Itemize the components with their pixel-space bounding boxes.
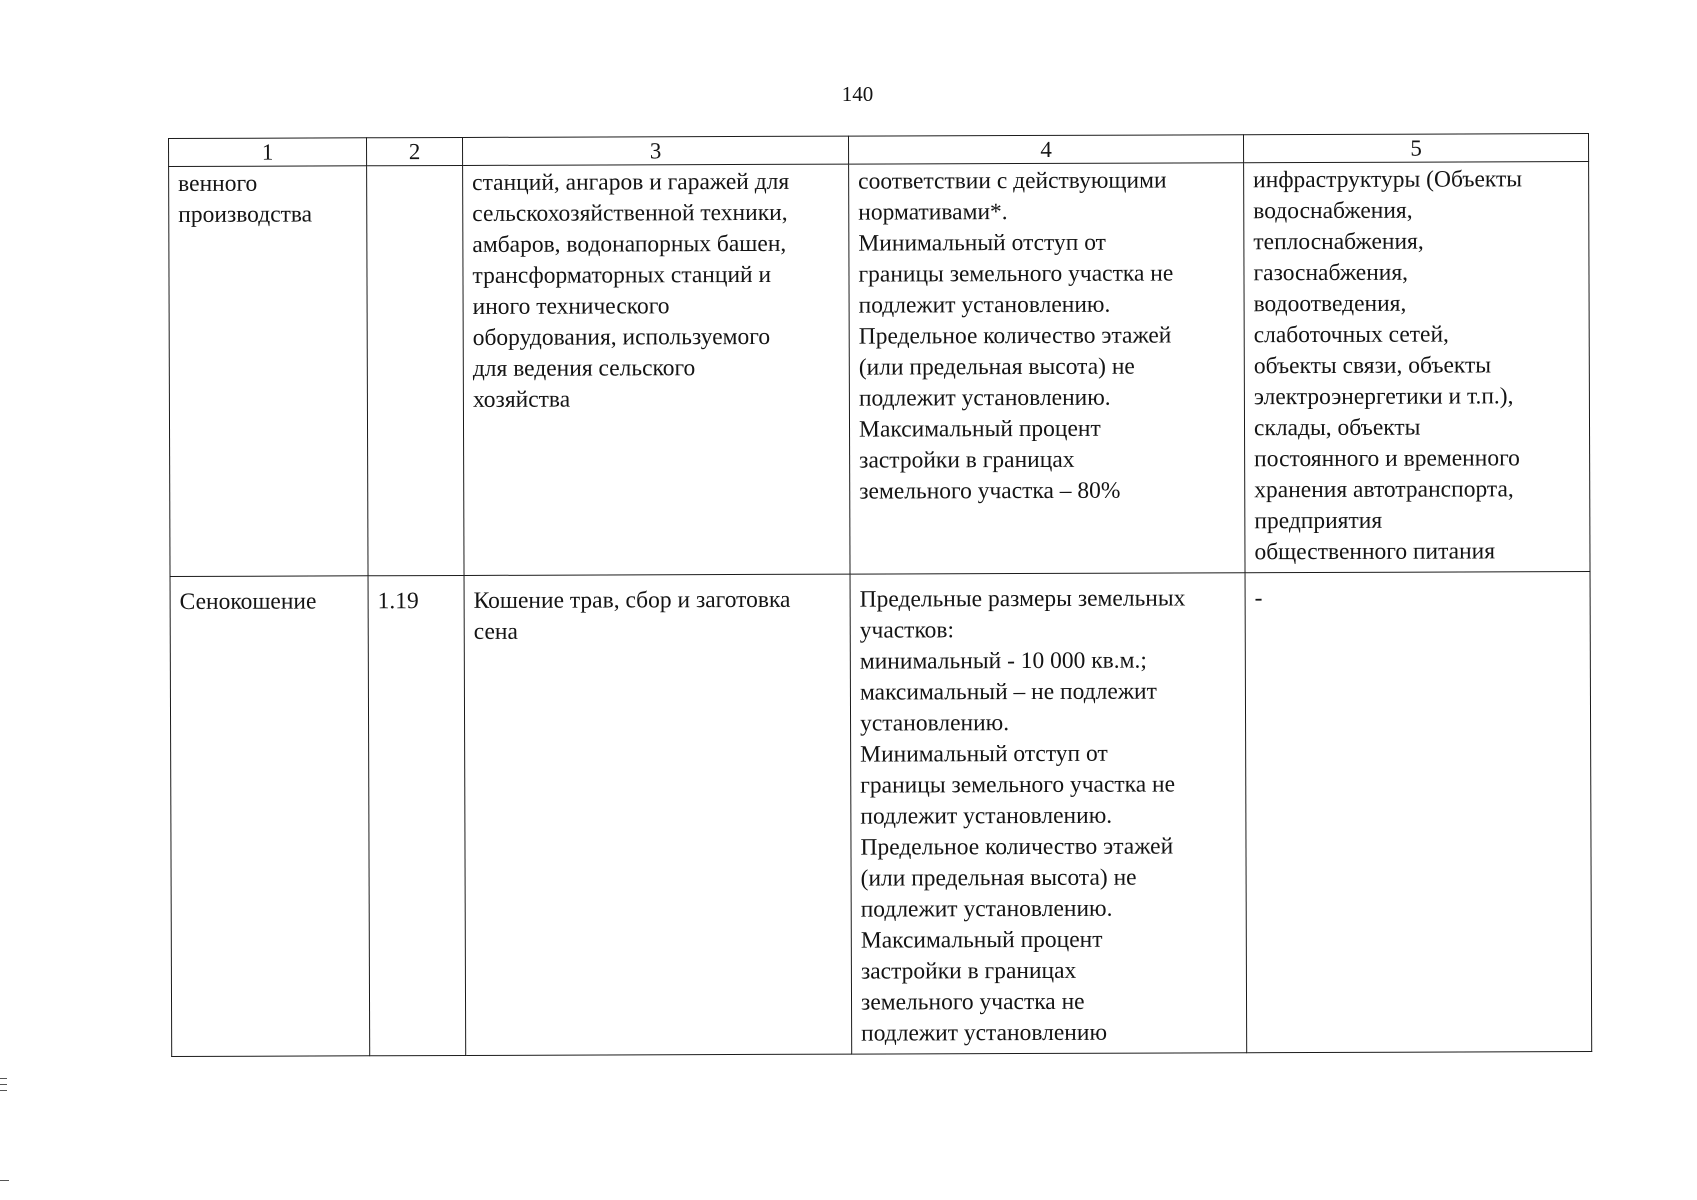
- cell-text-line: слаботочных сетей,: [1253, 321, 1449, 349]
- cell-text-line: минимальный - 10 000 кв.м.;: [859, 647, 1147, 675]
- column-number-5: 5: [1243, 134, 1588, 163]
- cell-text-line: амбаров, водонапорных башен,: [472, 230, 787, 258]
- cell-text-line: подлежит установлению.: [858, 384, 1111, 412]
- cell-text-line: хозяйства: [472, 386, 571, 413]
- cell-text-line: теплоснабжения,: [1253, 228, 1424, 256]
- cell-text-line: застройки в границах: [860, 957, 1077, 985]
- cell-text-line: нормативами*.: [858, 199, 1008, 226]
- cell-land-use-name: [170, 576, 370, 1057]
- column-number-4: 4: [848, 135, 1243, 164]
- cell-text-line: застройки в границах: [859, 446, 1075, 474]
- cell-land-use-name: [169, 166, 368, 577]
- cell-text-line: соответствии с действующими: [858, 167, 1167, 195]
- cell-text-line: границы земельного участка не: [860, 771, 1176, 799]
- cell-text-line: подлежит установлению.: [858, 291, 1111, 319]
- cell-text-line: подлежит установлению.: [860, 802, 1113, 830]
- table-row: [170, 572, 1592, 1057]
- cell-text-line: земельного участка не: [860, 988, 1085, 1016]
- cell-text-line: станций, ангаров и гаражей для: [472, 168, 790, 196]
- column-number-2: 2: [367, 137, 463, 165]
- cell-text-line: постоянного и временного: [1254, 445, 1520, 473]
- cell-text-line: объекты связи, объекты: [1253, 352, 1492, 380]
- cell-auxiliary-uses: [1244, 162, 1590, 573]
- column-number-3: 3: [462, 136, 848, 165]
- cell-text-line: для ведения сельского: [472, 355, 696, 382]
- cell-text-line: инфраструктуры (Объекты: [1253, 166, 1523, 194]
- land-use-table: [168, 133, 1592, 1057]
- cell-text-line: хранения автотранспорта,: [1254, 476, 1514, 504]
- cell-text-line: Предельное количество этажей: [858, 322, 1172, 350]
- cell-text-line: Минимальный отступ от: [858, 229, 1106, 257]
- cell-text-line: электроэнергетики и т.п.),: [1253, 383, 1514, 411]
- cell-text-line: предприятия: [1254, 507, 1383, 535]
- cell-description: [464, 574, 852, 1055]
- cell-text-line: Максимальный процент: [858, 415, 1101, 443]
- cell-parameters: [850, 573, 1247, 1054]
- cell-text-line: Предельные размеры земельных: [859, 585, 1186, 613]
- cell-text-line: установлению.: [860, 710, 1010, 737]
- cell-text-line: Предельное количество этажей: [860, 833, 1174, 861]
- cell-text-line: производства: [178, 201, 313, 228]
- cell-code: [368, 575, 466, 1055]
- cell-text-line: трансформаторных станций и: [472, 261, 772, 289]
- cell-text-line: водоотведения,: [1253, 290, 1407, 318]
- cell-text-line: иного технического: [472, 293, 670, 320]
- cell-text-line: максимальный – не подлежит: [859, 678, 1157, 706]
- cell-text-line: Кошение трав, сбор и заготовка: [473, 586, 791, 614]
- cell-text-line: водоснабжения,: [1253, 197, 1413, 225]
- cell-text-line: участков:: [859, 617, 955, 644]
- cell-text-line: подлежит установлению: [861, 1019, 1108, 1047]
- cell-text-line: общественного питания: [1254, 538, 1496, 566]
- cell-text-line: Минимальный отступ от: [860, 740, 1108, 768]
- cell-text-line: 1.19: [377, 588, 419, 615]
- page-number: 140: [841, 82, 874, 106]
- cell-auxiliary-uses: [1245, 572, 1592, 1053]
- cell-text-line: сена: [473, 618, 518, 645]
- cell-text-line: земельного участка – 80%: [859, 477, 1121, 505]
- cell-code: [367, 165, 464, 575]
- cell-description: [463, 164, 850, 575]
- cell-text-line: оборудования, используемого: [472, 323, 771, 351]
- column-number-1: 1: [169, 138, 367, 167]
- cell-text-line: Сенокошение: [179, 588, 317, 615]
- cell-text-line: (или предельная высота) не: [860, 864, 1137, 892]
- cell-text-line: границы земельного участка не: [858, 260, 1174, 288]
- table-row: [169, 162, 1590, 577]
- cell-text-line: Максимальный процент: [860, 926, 1103, 954]
- cell-text-line: венного: [178, 170, 258, 197]
- cell-text-line: сельскохозяйственной техники,: [472, 199, 788, 227]
- cell-text-line: -: [1254, 585, 1263, 612]
- cell-text-line: (или предельная высота) не: [858, 353, 1135, 381]
- scan-edge-marks: [0, 1078, 7, 1096]
- cell-text-line: подлежит установлению.: [860, 895, 1113, 923]
- cell-text-line: склады, объекты: [1253, 414, 1421, 442]
- cell-parameters: [849, 163, 1245, 574]
- cell-text-line: газоснабжения,: [1253, 259, 1409, 287]
